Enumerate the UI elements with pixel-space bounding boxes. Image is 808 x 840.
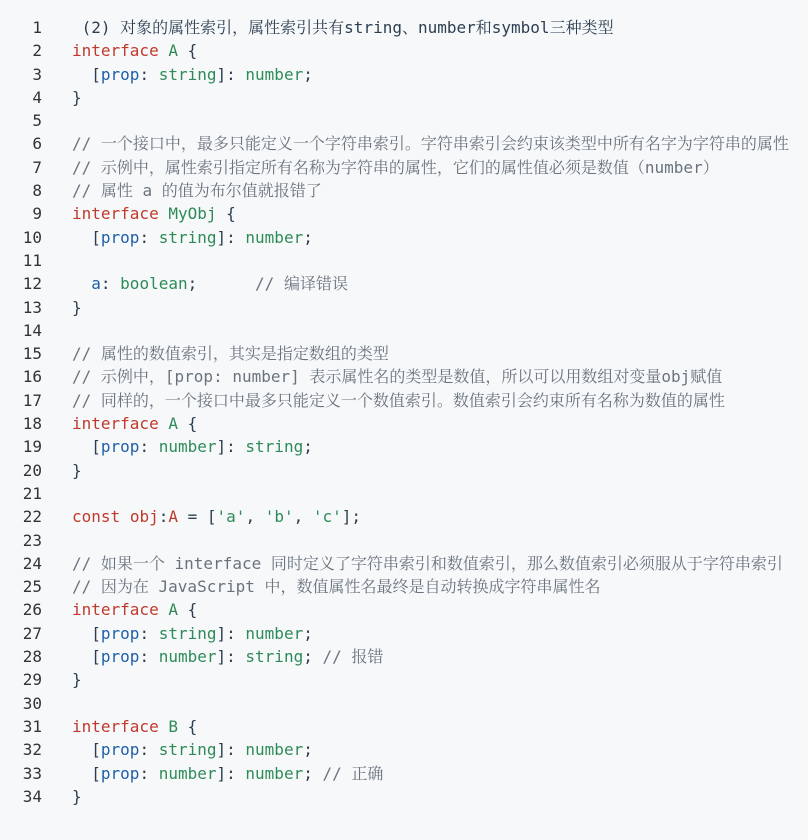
code-line [0, 156, 808, 179]
code-token-plain: ; [303, 437, 313, 457]
line-number: 20 [22, 460, 42, 480]
code-line [0, 575, 808, 598]
code-token-plain: : [139, 647, 159, 667]
line-number: 19 [22, 437, 42, 457]
line-content [72, 412, 808, 435]
line-number: 4 [32, 87, 42, 107]
code-line [0, 668, 808, 691]
code-token-comment: // 因为在 JavaScript 中，数值属性名最终是自动转换成字符串属性名 [72, 577, 601, 597]
code-token-plain: = [ [178, 507, 217, 527]
line-content [72, 272, 808, 295]
code-token-plain: [ [72, 647, 101, 667]
line-content [72, 63, 808, 86]
code-token-keyword: interface [72, 716, 159, 736]
code-line [0, 389, 808, 412]
code-token-keyword: interface [72, 414, 159, 434]
line-number: 21 [22, 483, 42, 503]
code-token-plain: ; [303, 64, 313, 84]
code-token-type: number [245, 623, 304, 643]
code-token-plain: { [216, 204, 236, 224]
code-token-plain: } [72, 670, 82, 690]
line-number: 24 [22, 553, 42, 573]
line-number: 14 [22, 320, 42, 340]
line-content [72, 459, 808, 482]
code-token-class: A [168, 414, 178, 434]
code-line [0, 342, 808, 365]
code-line [0, 622, 808, 645]
code-token-string: 'c' [312, 507, 342, 527]
line-number: 1 [32, 18, 42, 37]
code-token-plain: ]: [216, 647, 246, 667]
code-line [0, 459, 808, 482]
code-token-keyword: interface [72, 600, 159, 620]
line-content [72, 622, 808, 645]
code-token-comment: // 示例中，[prop: number] 表示属性名的类型是数值，所以可以用数组对变量obj赋值 [72, 367, 723, 387]
code-token-plain: : [139, 437, 159, 457]
line-content [72, 226, 808, 249]
code-token-plain: ]: [216, 740, 246, 760]
code-token-plain: [ [72, 437, 101, 457]
code-line [0, 692, 808, 715]
code-token-prop: prop [100, 227, 140, 247]
code-line [0, 435, 808, 458]
line-content [72, 575, 808, 598]
line-number: 25 [22, 577, 42, 597]
code-token-prop: prop [100, 64, 140, 84]
code-token-plain: [ [72, 763, 101, 783]
code-line [0, 365, 808, 388]
code-token-comment: // 示例中，属性索引指定所有名称为字符串的属性，它们的属性值必须是数值（number） [72, 157, 719, 177]
code-line [0, 482, 808, 505]
code-token-plain: { [177, 600, 198, 620]
line-number: 13 [22, 297, 42, 317]
code-token-comment: // 一个接口中，最多只能定义一个字符串索引。字符串索引会约束该类型中所有名字为字符串的属性 [72, 134, 789, 154]
code-token-plain: ]: [216, 623, 246, 643]
code-token-plain: : [100, 274, 121, 294]
code-token-plain: ]: [216, 227, 246, 247]
code-token-string: 'a' [216, 507, 246, 527]
code-token-plain: } [72, 297, 82, 317]
line-content [72, 249, 808, 272]
line-number: 6 [32, 134, 42, 154]
code-token-plain [159, 600, 169, 619]
line-content [72, 692, 808, 715]
code-token-comment: // 如果一个 interface 同时定义了字符串索引和数值索引，那么数值索引必须服从于字符串索引 [72, 553, 783, 573]
code-token-comment: // 同样的，一个接口中最多只能定义一个数值索引。数值索引会约束所有名称为数值的属性 [72, 390, 725, 410]
code-token-prop: a [91, 274, 101, 294]
line-content [72, 39, 808, 62]
line-number: 27 [22, 623, 42, 643]
code-token-plain: ; [303, 763, 323, 783]
code-token-type: string [245, 647, 304, 667]
line-number: 12 [22, 274, 42, 294]
code-token-plain: : [139, 623, 159, 643]
line-content [72, 715, 808, 738]
line-number: 7 [32, 157, 42, 177]
line-content [72, 482, 808, 505]
line-number: 15 [22, 344, 42, 364]
code-token-comment: // 属性 a 的值为布尔值就报错了 [72, 181, 322, 201]
line-number: 16 [22, 367, 42, 387]
code-token-plain [72, 274, 91, 293]
line-number: 31 [22, 716, 42, 736]
code-token-plain: } [72, 87, 82, 107]
code-token-type: string [158, 623, 217, 643]
code-token-plain: [ [72, 227, 101, 247]
line-number: 5 [32, 111, 42, 131]
code-token-keyword: const [72, 507, 121, 527]
code-token-plain: [ [72, 740, 101, 760]
code-token-class: B [168, 716, 178, 736]
code-token-plain: : [158, 507, 169, 527]
code-token-class: A [168, 41, 178, 61]
code-line [0, 272, 808, 295]
code-token-class: A [168, 600, 178, 620]
code-line [0, 16, 808, 39]
code-token-plain: : [139, 64, 159, 84]
code-token-plain [159, 717, 169, 736]
code-token-plain: [ [72, 623, 101, 643]
line-content [72, 389, 808, 412]
code-line [0, 598, 808, 621]
code-line [0, 529, 808, 552]
code-token-comment: // 属性的数值索引，其实是指定数组的类型 [72, 344, 389, 364]
code-token-type: number [245, 64, 304, 84]
code-token-comment: // 编译错误 [255, 274, 348, 294]
line-number: 28 [22, 647, 42, 667]
code-line [0, 552, 808, 575]
code-line [0, 738, 808, 761]
line-content [72, 738, 808, 761]
line-content [72, 645, 808, 668]
code-token-plain: ; [187, 274, 256, 294]
code-token-plain: [ [72, 64, 101, 84]
line-number: 3 [32, 64, 42, 84]
line-number: 26 [22, 600, 42, 620]
line-number: 33 [22, 763, 42, 783]
code-token-plain: : [139, 227, 159, 247]
code-token-string: 'b' [264, 507, 294, 527]
line-number: 9 [32, 204, 42, 224]
line-number: 34 [22, 786, 42, 806]
code-token-type: string [245, 437, 304, 457]
code-line [0, 179, 808, 202]
line-content [72, 179, 808, 202]
code-token-comment: // 正确 [322, 763, 384, 783]
line-number: 11 [22, 250, 42, 270]
code-token-plain: ]: [216, 763, 246, 783]
code-token-plain [159, 414, 169, 433]
line-number: 18 [22, 414, 42, 434]
line-number: 29 [22, 670, 42, 690]
code-token-comment: // 报错 [322, 647, 384, 667]
line-number: 22 [22, 507, 42, 527]
code-token-type: string [158, 64, 217, 84]
code-token-keyword: interface [72, 204, 159, 224]
code-line [0, 39, 808, 62]
code-line [0, 785, 808, 808]
line-content [72, 296, 808, 319]
line-content [72, 365, 808, 388]
code-line [0, 645, 808, 668]
line-content [72, 762, 808, 785]
code-token-prop: prop [100, 740, 140, 760]
line-content [72, 785, 808, 808]
line-number: 23 [22, 530, 42, 550]
code-line [0, 109, 808, 132]
line-content [72, 132, 808, 155]
code-token-type: boolean [120, 274, 188, 294]
code-token-var: obj [129, 507, 159, 527]
code-token-plain: ; [303, 740, 313, 760]
line-content [72, 342, 808, 365]
line-content [72, 435, 808, 458]
code-token-plain: } [72, 786, 82, 806]
code-token-class: MyObj [168, 204, 217, 224]
code-line [0, 63, 808, 86]
line-content [72, 505, 808, 528]
line-content [72, 109, 808, 132]
code-token-plain: { [177, 716, 198, 736]
code-token-keyword: interface [72, 41, 159, 61]
code-token-plain: (2) 对象的属性索引，属性索引共有string、number和symbol三种类型 [72, 18, 614, 37]
code-token-type: number [158, 437, 217, 457]
code-token-prop: prop [100, 437, 140, 457]
code-token-plain: , [245, 507, 265, 527]
code-token-plain [159, 204, 169, 223]
code-line [0, 296, 808, 319]
line-number: 17 [22, 390, 42, 410]
code-line [0, 412, 808, 435]
code-token-plain: ; [303, 623, 313, 643]
code-line [0, 319, 808, 342]
line-content [72, 319, 808, 342]
line-content [72, 156, 808, 179]
line-content [72, 16, 808, 39]
code-token-type: number [245, 227, 304, 247]
code-token-plain: ]: [216, 64, 246, 84]
code-token-prop: prop [100, 647, 140, 667]
code-line [0, 226, 808, 249]
line-number: 8 [32, 181, 42, 201]
code-token-type: string [158, 740, 217, 760]
code-token-type: number [245, 740, 304, 760]
code-token-plain [159, 41, 169, 60]
code-line [0, 249, 808, 272]
code-line [0, 202, 808, 225]
code-token-plain [120, 507, 130, 526]
code-token-plain: ; [303, 647, 323, 667]
line-number: 32 [22, 740, 42, 760]
line-number: 2 [32, 41, 42, 61]
code-token-type: string [158, 227, 217, 247]
code-token-prop: prop [100, 763, 140, 783]
code-token-type: number [158, 647, 217, 667]
line-content [72, 598, 808, 621]
code-line [0, 715, 808, 738]
code-line [0, 762, 808, 785]
code-token-var: A [168, 507, 178, 527]
code-line [0, 132, 808, 155]
code-line [0, 86, 808, 109]
code-token-plain: } [72, 460, 82, 480]
line-content [72, 86, 808, 109]
code-token-prop: prop [100, 623, 140, 643]
code-line [0, 505, 808, 528]
line-content [72, 202, 808, 225]
code-token-plain: : [139, 763, 159, 783]
line-content [72, 552, 808, 575]
code-token-plain: ]; [341, 507, 362, 527]
line-content [72, 529, 808, 552]
code-token-plain: { [177, 414, 198, 434]
line-content [72, 668, 808, 691]
code-token-type: number [158, 763, 217, 783]
code-token-plain: : [139, 740, 159, 760]
code-token-type: number [245, 763, 304, 783]
line-number: 30 [22, 693, 42, 713]
code-token-plain: { [177, 41, 198, 61]
line-number: 10 [22, 227, 42, 247]
code-token-plain: ]: [216, 437, 246, 457]
code-token-plain: ; [303, 227, 313, 247]
code-token-plain: , [293, 507, 313, 527]
